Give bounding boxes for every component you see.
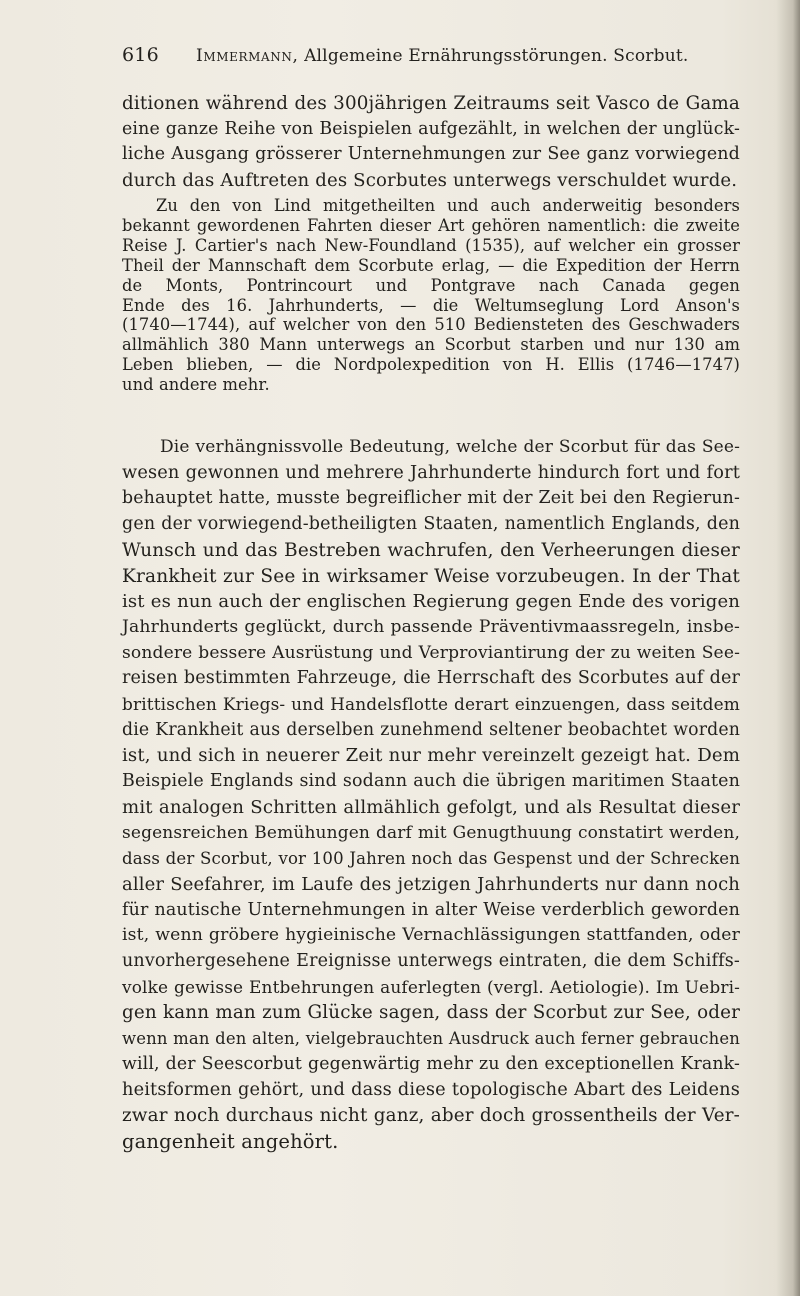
running-header	[122, 44, 742, 66]
page-edge-shadow	[776, 0, 800, 1296]
text-line: ist, wenn gröbere hygieinische Vernachlässigungen stattfanden, oder	[122, 925, 740, 946]
text-line: Wunsch und das Bestreben wachrufen, den Verheerungen dieser	[122, 539, 740, 561]
text-line: dass der Scorbut, vor 100 Jahren noch das Gespenst und der Schrecken	[122, 849, 740, 869]
text-line: die Krankheit aus derselben zunehmend seltener beobachtet worden	[122, 719, 740, 740]
text-line: ist, und sich in neuerer Zeit nur mehr vereinzelt gezeigt hat. Dem	[122, 745, 740, 767]
text-line: volke gewisse Entbehrungen auferlegten (vergl. Aetiologie). Im Uebri-	[122, 976, 740, 997]
text-line: und andere mehr.	[122, 375, 270, 395]
text-line: Leben blieben, — die Nordpolexpedition von H. Ellis (1746—1747)	[122, 355, 740, 375]
text-line: gen kann man zum Glücke sagen, dass der Scorbut zur See, oder	[122, 1002, 740, 1024]
text-line: (1740—1744), auf welcher von den 510 Bediensteten des Geschwaders	[122, 315, 740, 335]
text-line: eine ganze Reihe von Beispielen aufgezählt, in welchen der unglück-	[122, 118, 740, 139]
text-line: reisen bestimmten Fahrzeuge, die Herrschaft des Scorbutes auf der	[122, 668, 740, 689]
text-line: für nautische Unternehmungen in alter Weise verderblich geworden	[122, 899, 740, 920]
text-line: behauptet hatte, musste begreiflicher mit der Zeit bei den Regierun-	[122, 488, 740, 509]
text-line: mit analogen Schritten allmählich gefolgt, und als Resultat dieser	[122, 796, 740, 818]
text-line: brittischen Kriegs- und Handelsflotte derart einzuengen, dass seitdem	[122, 694, 740, 715]
paragraph-1	[122, 91, 740, 194]
text-line: liche Ausgang grösserer Unternehmungen zur See ganz vorwiegend	[122, 144, 740, 165]
paragraph-2-small-print	[122, 196, 740, 395]
text-line: ist es nun auch der englischen Regierung gegen Ende des vorigen	[122, 591, 740, 613]
text-line: heitsformen gehört, und dass diese topologische Abart des Leidens	[122, 1079, 740, 1100]
text-line: sondere bessere Ausrüstung und Verproviantirung der zu weiten See-	[122, 642, 740, 663]
text-line: Jahrhunderts geglückt, durch passende Präventivmaassregeln, insbe-	[122, 616, 740, 637]
text-line: unvorhergesehene Ereignisse unterwegs eintraten, die dem Schiffs-	[122, 951, 740, 972]
text-line: zwar noch durchaus nicht ganz, aber doch grossentheils der Ver-	[122, 1105, 740, 1127]
text-line: Theil der Mannschaft dem Scorbute erlag, — die Expedition der Herrn	[122, 255, 740, 275]
text-line: gen der vorwiegend-betheiligten Staaten, namentlich Englands, den	[122, 514, 740, 535]
text-line: de Monts, Pontrincourt und Pontgrave nach Canada gegen	[122, 275, 740, 295]
text-line: Krankheit zur See in wirksamer Weise vorzubeugen. In der That	[122, 565, 740, 587]
text-line: Beispiele Englands sind sodann auch die übrigen maritimen Staaten	[122, 771, 740, 792]
text-line: ditionen während des 300jährigen Zeitraums seit Vasco de Gama	[122, 93, 740, 114]
text-line: allmählich 380 Mann unterwegs an Scorbut starben und nur 130 am	[122, 335, 740, 355]
page-number: 616	[122, 44, 159, 66]
text-line: wesen gewonnen und mehrere Jahrhunderte hindurch fort und fort	[122, 462, 740, 483]
text-line: segensreichen Bemühungen darf mit Genugthuung constatirt werden,	[122, 822, 740, 843]
text-line: bekannt gewordenen Fahrten dieser Art gehören namentlich: die zweite	[122, 215, 740, 235]
text-line: Ende des 16. Jahrhunderts, — die Weltumseglung Lord Anson's	[122, 295, 740, 315]
paragraph-3	[122, 435, 740, 1155]
text-line: Zu den von Lind mitgetheilten und auch anderweitig besonders	[156, 196, 740, 215]
text-line: durch das Auftreten des Scorbutes unterwegs verschuldet wurde.	[122, 170, 738, 192]
text-line: wenn man den alten, vielgebrauchten Ausdruck auch ferner gebrauchen	[122, 1029, 740, 1049]
header-author: Immermann,	[196, 46, 299, 66]
text-line: Die verhängnissvolle Bedeutung, welche der Scorbut für das See-	[160, 437, 740, 457]
header-title: Allgemeine Ernährungsstörungen. Scorbut.	[304, 46, 689, 66]
text-line: gangenheit angehört.	[122, 1129, 339, 1153]
text-line: aller Seefahrer, im Laufe des jetzigen Jahrhunderts nur dann noch	[122, 873, 740, 895]
text-line: Reise J. Cartier's nach New-Foundland (1535), auf welcher ein grosser	[122, 235, 740, 255]
text-line: will, der Seescorbut gegenwärtig mehr zu den exceptionellen Krank-	[122, 1053, 740, 1074]
